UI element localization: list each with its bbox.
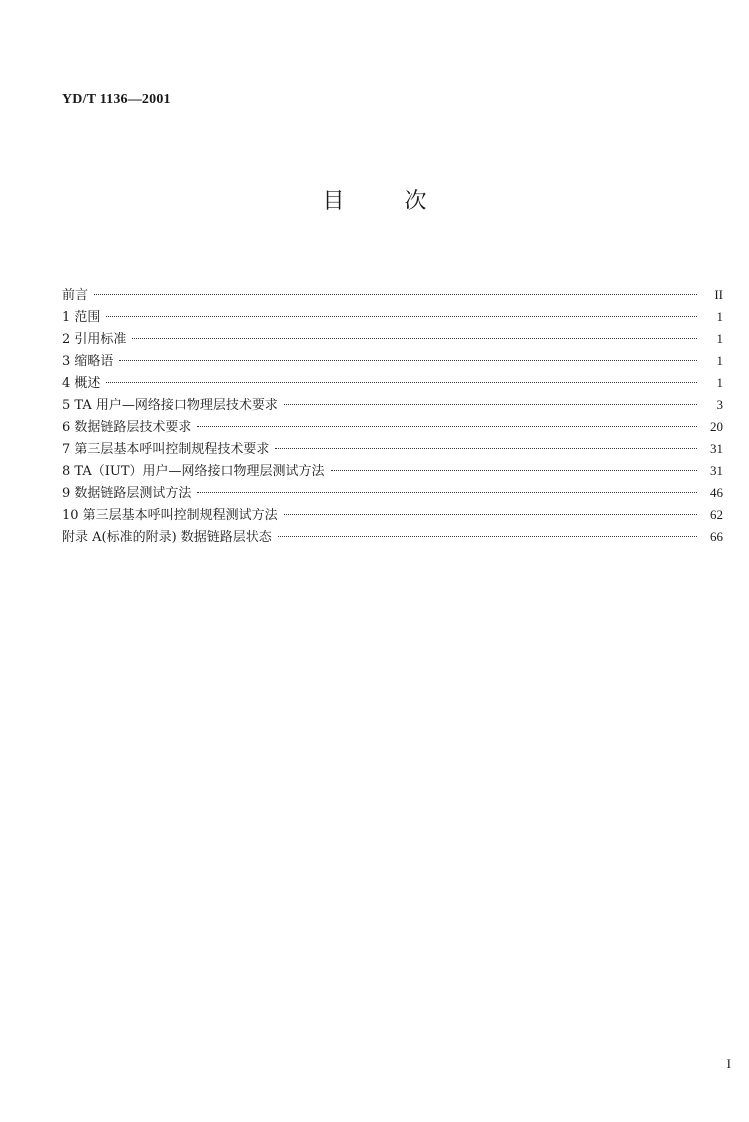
toc-item-scope[interactable] — [62, 306, 723, 328]
toc-item-page: 20 — [710, 419, 723, 434]
toc-item-page: 31 — [710, 463, 723, 478]
toc-item-references[interactable] — [62, 328, 723, 350]
toc-item-page: 62 — [710, 507, 723, 522]
toc-item-page: 46 — [710, 485, 723, 500]
toc-item-label: 附录 A(标准的附录) 数据链路层状态 — [62, 530, 272, 545]
toc-item-page: 31 — [710, 441, 723, 456]
toc-item-label: 前言 — [62, 288, 89, 303]
toc-item-label: 9 数据链路层测试方法 — [62, 486, 192, 501]
toc-item-physical-layer-tests[interactable] — [62, 460, 723, 482]
toc-item-page: 3 — [716, 397, 723, 412]
toc-item-label: 2 引用标准 — [62, 332, 127, 347]
toc-dot-leader — [275, 448, 697, 449]
toc-item-label: 7 第三层基本呼叫控制规程技术要求 — [62, 442, 270, 457]
toc-item-layer3-tests[interactable] — [62, 504, 723, 526]
toc-item-page: 1 — [716, 375, 723, 390]
toc-dot-leader — [197, 492, 697, 493]
toc-item-page: 1 — [716, 331, 723, 346]
page-number: I — [726, 1056, 731, 1071]
title-char-ci: 次 — [404, 189, 427, 214]
toc-item-label: 8 TA（IUT）用户—网络接口物理层测试方法 — [62, 464, 325, 479]
toc-item-page: 1 — [716, 309, 723, 324]
toc-item-label: 5 TA 用户—网络接口物理层技术要求 — [62, 398, 278, 413]
toc-item-overview[interactable] — [62, 372, 723, 394]
toc-item-foreword[interactable] — [62, 284, 723, 306]
toc-item-label: 10 第三层基本呼叫控制规程测试方法 — [62, 508, 278, 523]
page-title — [0, 184, 749, 215]
toc-item-appendix-a[interactable] — [62, 526, 723, 548]
toc-item-layer3-requirements[interactable] — [62, 438, 723, 460]
standard-number: YD/T 1136—2001 — [62, 92, 171, 107]
toc-dot-leader — [132, 338, 697, 339]
title-char-mu: 目 — [322, 189, 345, 214]
toc-item-page: II — [714, 287, 723, 302]
toc-dot-leader — [284, 404, 697, 405]
toc-dot-leader — [284, 514, 697, 515]
toc-item-label: 4 概述 — [62, 376, 101, 391]
toc-dot-leader — [278, 536, 697, 537]
toc-item-abbreviations[interactable] — [62, 350, 723, 372]
toc-item-label: 3 缩略语 — [62, 354, 114, 369]
toc-item-data-link-requirements[interactable] — [62, 416, 723, 438]
toc-dot-leader — [119, 360, 697, 361]
toc-item-page: 1 — [716, 353, 723, 368]
toc-dot-leader — [197, 426, 697, 427]
toc-dot-leader — [106, 382, 697, 383]
toc-dot-leader — [106, 316, 697, 317]
toc-item-page: 66 — [710, 529, 723, 544]
toc-item-data-link-tests[interactable] — [62, 482, 723, 504]
toc-dot-leader — [94, 294, 697, 295]
toc-dot-leader — [331, 470, 697, 471]
toc-item-physical-layer-requirements[interactable] — [62, 394, 723, 416]
toc-item-label: 6 数据链路层技术要求 — [62, 420, 192, 435]
toc-item-label: 1 范围 — [62, 310, 101, 325]
table-of-contents — [62, 284, 723, 548]
